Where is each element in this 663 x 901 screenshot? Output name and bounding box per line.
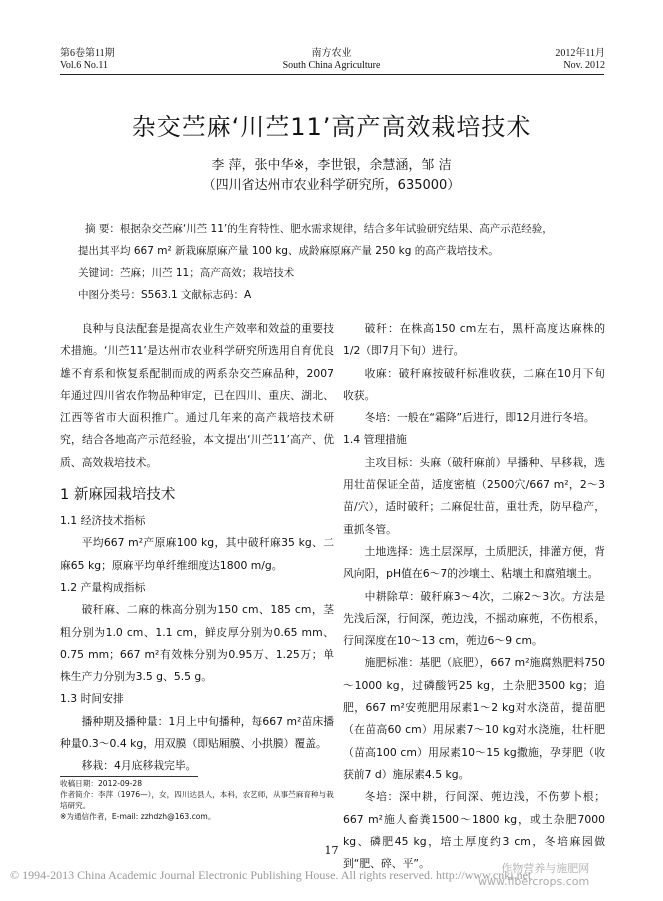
section-heading-1-2: 1.2 产量构成指标 [60,580,146,594]
footnote-rule [60,776,198,777]
paragraph-dongpei: 冬培：深中耕，行间深、蔸边浅，不伤萝卜根；667 m²施人畜粪1500～1800 kg，或土杂肥7000 kg、磷肥45 kg，培土厚度约3 cm，冬培麻园做到“肥、碎、平”。 [343,790,605,871]
right-column [343,318,605,875]
watermark-cn: 作物营养与施肥网 [501,862,590,875]
classification: 中图分类号：S563.1 文献标志码：A [78,289,252,301]
abstract-line-2: 提出其平均 667 m² 新栽麻原麻产量 100 kg、成龄麻原麻产量 250 kg 的高产栽培技术。 [78,245,499,257]
paragraph-1-3-sowing: 播种期及播种量：1月上中旬播种，每667 m²苗床播种量0.3～0.4 kg，用双膜（即贴厢膜、小拱膜）覆盖。 [60,714,334,751]
section-heading-1-3: 1.3 时间安排 [60,692,124,706]
footnote-author-info: 作者简介：李萍（1976—），女，四川达县人，本科，农艺师，从事苎麻育种与栽培研究。 [60,790,334,810]
page-number: 17 [324,844,339,857]
watermark-url: www.fibercrops.com [478,875,590,888]
article-affiliation: （四川省达州市农业科学研究所，635000） [202,178,461,193]
left-column [60,318,334,778]
issue-date-cn: 2012年11月 [555,48,605,59]
footnote-corresponding: ※为通信作者，E-mail: zzhdzh@163.com。 [60,812,216,821]
intro-paragraph: 良种与良法配套是提高农业生产效率和效益的重要技术措施。‘川苎11’是达州市农业科学研究所选用自育优良雄不育系和恢复系配制而成的两系杂交苎麻品种，2007年通过四川省农作物品种审定，已在四川、重庆、湖北、江西等省市大面积推广。通过几年来的高产栽培技术研究，结合各地高产示范经验，本文提出‘川苎11’高产、优质、高效栽培技术。 [60,322,334,469]
section-heading-1-1: 1.1 经济技术指标 [60,514,146,528]
copyright-notice: © 1994-2013 China Academic Journal Electronic Publishing House. All rights reserved. http://www.cnki.net [10,868,532,882]
paragraph-shouma: 收麻：破秆麻按破秆标准收获，二麻在10月下旬收获。 [343,366,605,402]
paragraph-dongzai: 冬培：一般在“霜降”后进行，即12月进行冬培。 [364,411,595,425]
paragraph-shifei: 施肥标准：基肥（底肥），667 m²施腐熟肥料750～1000 kg，过磷酸钙25 kg，土杂肥3500 kg；追肥，667 m²安蔸肥用尿素1～2 kg对水浇苗，提苗肥（在苗高60 cm）用尿素7～10 kg对水浇施，壮杆肥（苗高100 cm）用尿素10～15 kg撒施，孕芽肥（收获前7 d）施尿素4.5 kg。 [343,656,605,781]
abstract-line-1: 摘 要：根据杂交苎麻‘川苎 11’的生育特性、肥水需求规律，结合多年试验研究结果、高产示范经验， [85,223,553,235]
issue-date-en: Nov. 2012 [563,60,605,71]
journal-name-en: South China Agriculture [282,60,381,71]
paragraph-1-2: 破秆麻、二麻的株高分别为150 cm、185 cm，茎粗分别为1.0 cm、1.1 cm，鲜皮厚分别为0.65 mm、0.75 mm；667 m²有效株分别为0.95万、1.25万；单株生产力分别为3.5 g、5.5 g。 [60,603,334,684]
keywords: 关键词：苎麻；川苎 11；高产高效；栽培技术 [78,267,295,279]
paragraph-poqian: 破秆：在株高150 cm左右，黑杆高度达麻株的1/2（即7月下旬）进行。 [343,322,605,358]
section-heading-1-4: 1.4 管理措施 [343,433,407,447]
header-rule [60,74,604,75]
section-heading-1: 1 新麻园栽培技术 [60,487,176,504]
volume-label-cn: 第6卷第11期 [60,48,115,59]
volume-label-en: Vol.6 No.11 [60,60,109,71]
paragraph-zhonggeng: 中耕除草：破秆麻3～4次，二麻2～3次。方法是先浅后深，行间深，蔸边浅，不摇动麻蔸，不伤根系，行间深度在10～13 cm，蔸边6～9 cm。 [343,589,605,648]
article-authors: 李 萍，张中华※，李世银，余慧涵，邹 洁 [211,158,452,173]
watermark [478,862,589,888]
paragraph-mubiao: 主攻目标：头麻（破秆麻前）早播种、早移栽，选用壮苗保证全苗，适度密植（2500穴/667 m²，2～3苗/穴），适时破秆；二麻促壮苗，重壮秃，防早稳产，重抓冬管。 [343,455,605,536]
article-title: 杂交苎麻‘川苎11’高产高效栽培技术 [131,113,532,141]
paragraph-1-3-transplant: 移栽：4月底移栽完毕。 [81,759,197,773]
footnote-received: 收稿日期：2012-09-28 [60,779,143,788]
journal-name-cn: 南方农业 [311,48,352,59]
paragraph-1-1: 平均667 m²产原麻100 kg，其中破秆麻35 kg、二麻65 kg；原麻平均单纤维细度达1800 m/g。 [60,536,334,572]
paragraph-tudi: 土地选择：选土层深厚，土质肥沃，排灌方便，背风向阳，pH值在6～7的沙壤土、粘壤土和腐殖壤土。 [343,544,605,581]
